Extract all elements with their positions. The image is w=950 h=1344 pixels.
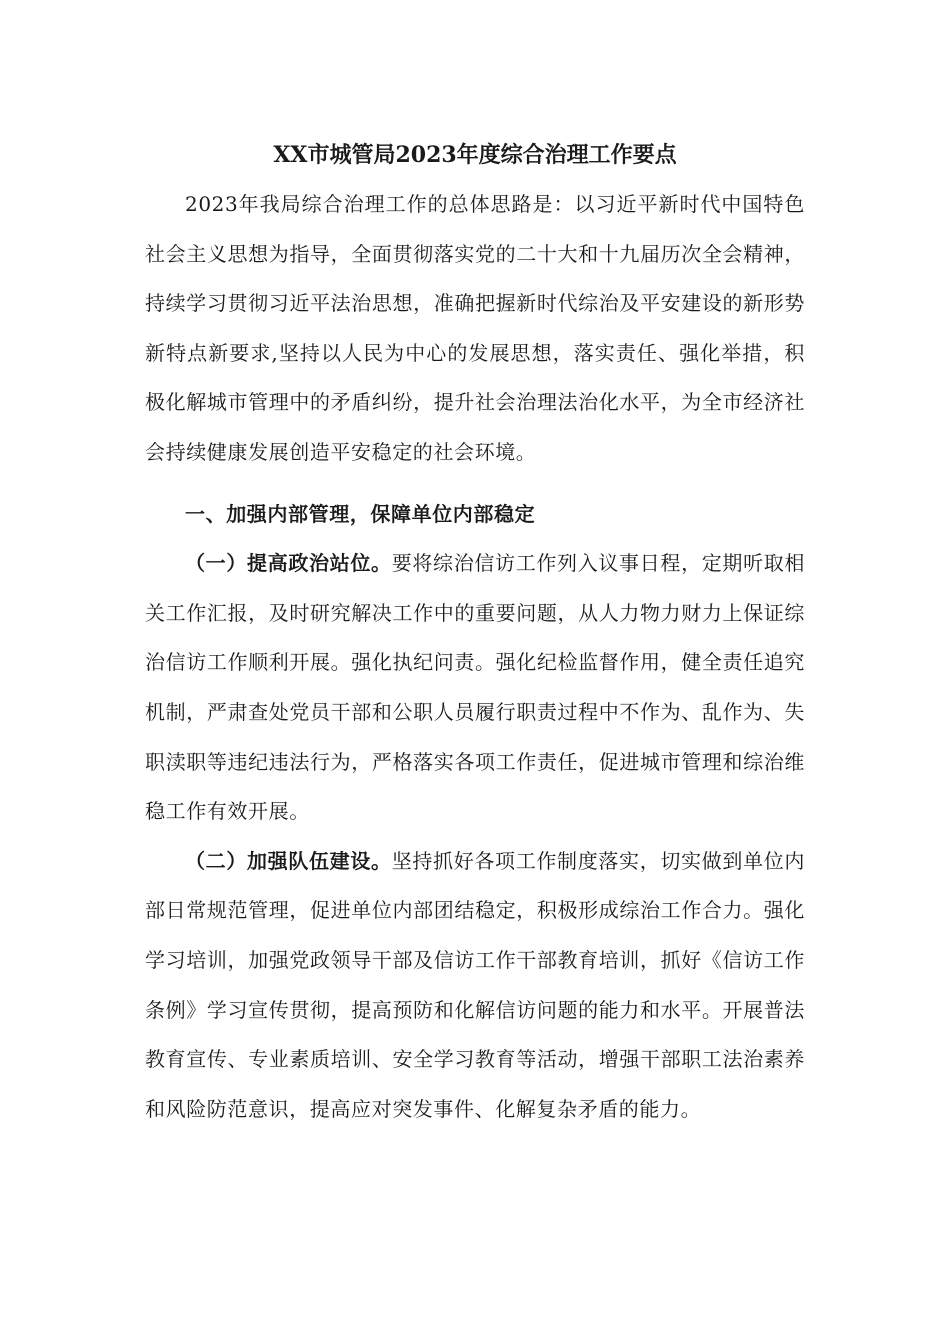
intro-paragraph: 2023年我局综合治理工作的总体思路是：以习近平新时代中国特色社会主义思想为指导，全面贯彻落实党的二十大和十九届历次全会精神，持续学习贯彻习近平法治思想，准确把握新时代综治及平安建设的新形势新特点新要求,坚持以人民为中心的发展思想，落实责任、强化举措，积极化解城市管理中的矛盾纠纷，提升社会治理法治化水平，为全市经济社会持续健康发展创造平安稳定的社会环境。 [145,192,805,464]
item1-lead: （一）提高政治站位。 [185,551,392,576]
document-page [145,118,805,1134]
section-heading-1: 一、加强内部管理，保障单位内部稳定 [185,501,536,526]
section1-item2-paragraph [145,837,805,1135]
spacer [145,478,805,484]
section1-item1-paragraph [145,539,805,837]
item2-body: 坚持抓好各项工作制度落实，切实做到单位内部日常规范管理，促进单位内部团结稳定，积极形成综治工作合力。强化学习培训，加强党政领导干部及信访工作干部教育培训，抓好《信访工作条例》学习宣传贯彻，提高预防和化解信访问题的能力和水平。开展普法教育宣传、专业素质培训、安全学习教育等活动，增强干部职工法治素养和风险防范意识，提高应对突发事件、化解复杂矛盾的能力。 [145,848,806,1121]
document-title: XX市城管局2023年度综合治理工作要点 [273,142,677,168]
item2-lead: （二）加强队伍建设。 [185,848,392,873]
item1-body: 要将综治信访工作列入议事日程，定期听取相关工作汇报，及时研究解决工作中的重要问题，从人力物力财力上保证综治信访工作顺利开展。强化执纪问责。强化纪检监督作用，健全责任追究机制，严肃查处党员干部和公职人员履行职责过程中不作为、乱作为、失职渎职等违纪违法行为，严格落实各项工作责任，促进城市管理和综治维稳工作有效开展。 [145,551,806,824]
